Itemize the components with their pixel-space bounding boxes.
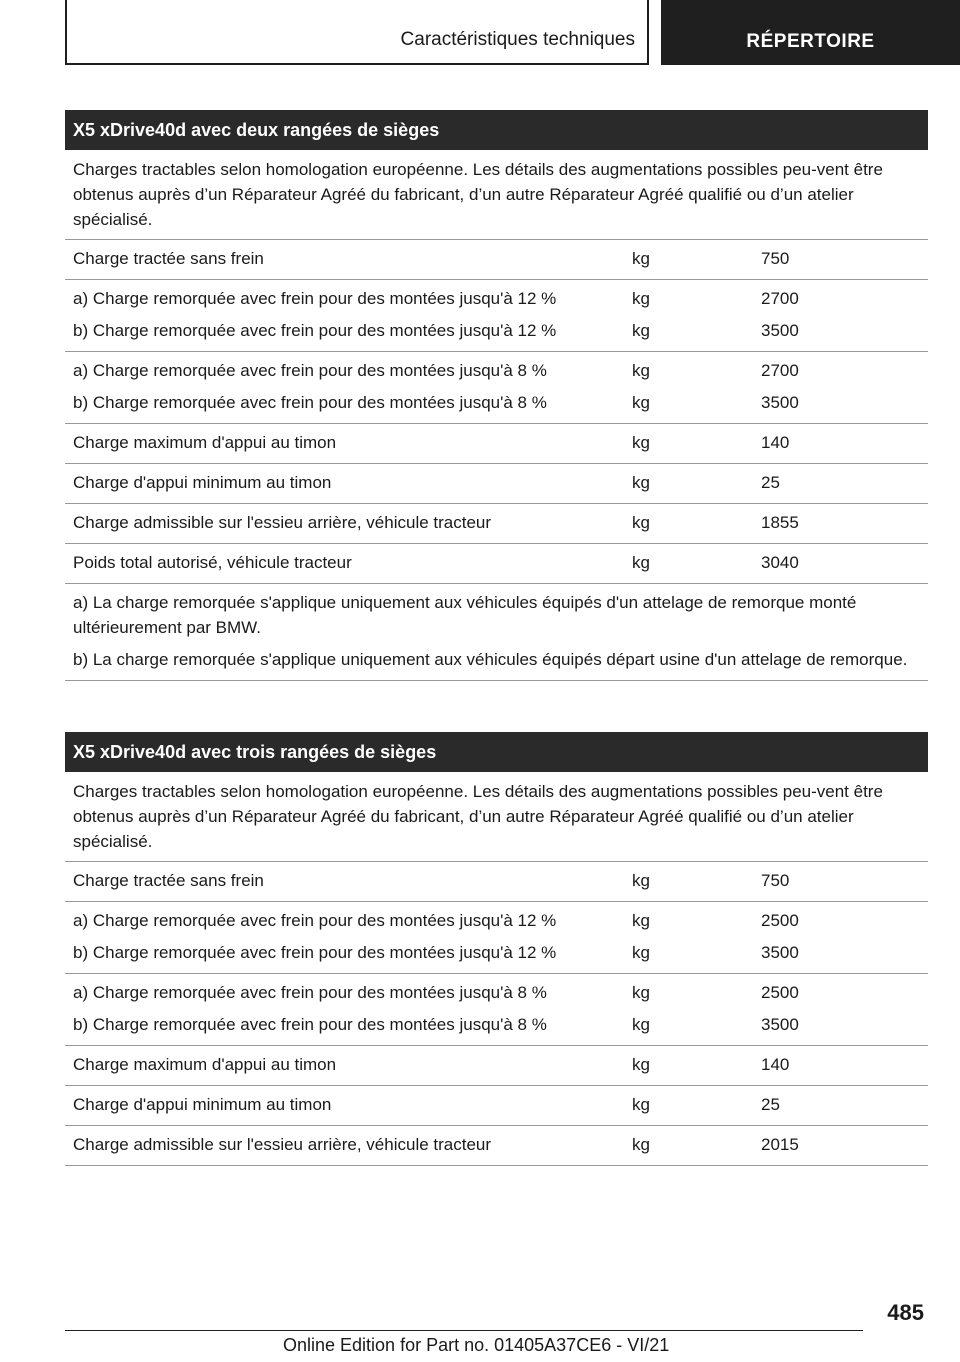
row-value: 3500	[761, 1015, 799, 1034]
table-line	[65, 940, 928, 966]
edition-text	[283, 1335, 669, 1356]
table-row	[65, 974, 928, 1046]
row-value: 140	[761, 1055, 790, 1074]
row-label: Charge maximum d'appui au timon	[73, 433, 337, 452]
row-value: 2500	[761, 911, 799, 930]
row-label: a) Charge remorquée avec frein pour des montées jusqu'à 12 %	[73, 289, 557, 308]
table-row	[65, 464, 928, 504]
table-row	[65, 280, 928, 352]
row-unit: kg	[632, 249, 650, 268]
row-label: b) Charge remorquée avec frein pour des montées jusqu'à 12 %	[73, 321, 557, 340]
table-line	[65, 286, 928, 312]
row-value: 750	[761, 871, 790, 890]
section-tab	[65, 0, 649, 65]
section-title: X5 xDrive40d avec deux rangées de sièges	[65, 110, 928, 150]
section-intro: Charges tractables selon homologation européenne. Les détails des augmentations possibles peu-vent être obtenus auprès d’un Réparateur Agréé du fabricant, d’un autre Réparateur Agréé qualifié ou d’un atelier spécialisé.	[65, 772, 928, 862]
table-row	[65, 352, 928, 424]
edition-label: Online Edition for Part no. 01405A37CE6 - VI/21	[283, 1335, 670, 1355]
row-unit: kg	[632, 943, 650, 962]
row-unit: kg	[632, 289, 650, 308]
footer-divider	[65, 1330, 863, 1331]
table-line	[65, 358, 928, 384]
row-value: 750	[761, 249, 790, 268]
row-unit: kg	[632, 361, 650, 380]
table-line	[65, 908, 928, 934]
row-value: 3500	[761, 321, 799, 340]
row-label: a) Charge remorquée avec frein pour des montées jusqu'à 8 %	[73, 361, 547, 380]
row-unit: kg	[632, 473, 650, 492]
row-label: Charge admissible sur l'essieu arrière, véhicule tracteur	[73, 1135, 492, 1154]
section-notes	[65, 584, 928, 681]
table-line	[65, 430, 928, 456]
row-label: b) Charge remorquée avec frein pour des montées jusqu'à 8 %	[73, 1015, 547, 1034]
table-row	[65, 240, 928, 280]
row-unit: kg	[632, 1135, 650, 1154]
row-label: Charge tractée sans frein	[73, 249, 264, 268]
row-unit: kg	[632, 1095, 650, 1114]
row-label: Charge maximum d'appui au timon	[73, 1055, 337, 1074]
table-row	[65, 424, 928, 464]
row-label: Charge d'appui minimum au timon	[73, 1095, 332, 1114]
table-line	[65, 1052, 928, 1078]
row-unit: kg	[632, 911, 650, 930]
table-row	[65, 504, 928, 544]
row-label: Poids total autorisé, véhicule tracteur	[73, 553, 352, 572]
row-label: a) Charge remorquée avec frein pour des montées jusqu'à 8 %	[73, 983, 547, 1002]
footnote: a) La charge remorquée s'applique uniquement aux véhicules équipés d'un attelage de remorque monté ultérieurement par BMW.	[73, 593, 857, 637]
row-label: b) Charge remorquée avec frein pour des montées jusqu'à 8 %	[73, 393, 547, 412]
table-line	[65, 550, 928, 576]
row-value: 2700	[761, 361, 799, 380]
table-line	[65, 318, 928, 344]
page-number: 485	[887, 1300, 924, 1325]
table-line	[65, 868, 928, 894]
table-line	[65, 246, 928, 272]
row-value: 3040	[761, 553, 799, 572]
section-three-rows	[65, 732, 928, 1166]
row-unit: kg	[632, 871, 650, 890]
table-row	[65, 1126, 928, 1166]
directory-tab[interactable]	[661, 0, 960, 65]
row-unit: kg	[632, 553, 650, 572]
row-value: 3500	[761, 393, 799, 412]
row-unit: kg	[632, 983, 650, 1002]
table-row	[65, 544, 928, 584]
row-value: 140	[761, 433, 790, 452]
row-value: 25	[761, 1095, 780, 1114]
table-row	[65, 862, 928, 902]
row-value: 3500	[761, 943, 799, 962]
row-unit: kg	[632, 433, 650, 452]
row-label: Charge admissible sur l'essieu arrière, véhicule tracteur	[73, 513, 492, 532]
footnote: b) La charge remorquée s'applique uniquement aux véhicules équipés départ usine d'un attelage de remorque.	[73, 650, 908, 669]
section-tab-label: Caractéristiques techniques	[400, 29, 635, 50]
row-label: b) Charge remorquée avec frein pour des montées jusqu'à 12 %	[73, 943, 557, 962]
row-label: a) Charge remorquée avec frein pour des montées jusqu'à 12 %	[73, 911, 557, 930]
row-unit: kg	[632, 513, 650, 532]
row-value: 2015	[761, 1135, 799, 1154]
row-unit: kg	[632, 1055, 650, 1074]
table-row	[65, 902, 928, 974]
table-line	[65, 470, 928, 496]
table-line	[65, 980, 928, 1006]
table-line	[65, 390, 928, 416]
row-unit: kg	[632, 1015, 650, 1034]
row-label: Charge tractée sans frein	[73, 871, 264, 890]
row-unit: kg	[632, 321, 650, 340]
row-value: 2500	[761, 983, 799, 1002]
section-two-rows	[65, 110, 928, 681]
section-intro: Charges tractables selon homologation européenne. Les détails des augmentations possibles peu-vent être obtenus auprès d’un Réparateur Agréé du fabricant, d’un autre Réparateur Agréé qualifié ou d’un atelier spécialisé.	[65, 150, 928, 240]
table-line	[65, 1132, 928, 1158]
table-line	[65, 1012, 928, 1038]
row-unit: kg	[632, 393, 650, 412]
table-line	[65, 1092, 928, 1118]
row-label: Charge d'appui minimum au timon	[73, 473, 332, 492]
section-title: X5 xDrive40d avec trois rangées de sièges	[65, 732, 928, 772]
page-header	[0, 0, 960, 66]
directory-tab-label: RÉPERTOIRE	[746, 31, 875, 52]
row-value: 1855	[761, 513, 799, 532]
row-value: 25	[761, 473, 780, 492]
table-row	[65, 1046, 928, 1086]
table-line	[65, 510, 928, 536]
table-row	[65, 1086, 928, 1126]
row-value: 2700	[761, 289, 799, 308]
